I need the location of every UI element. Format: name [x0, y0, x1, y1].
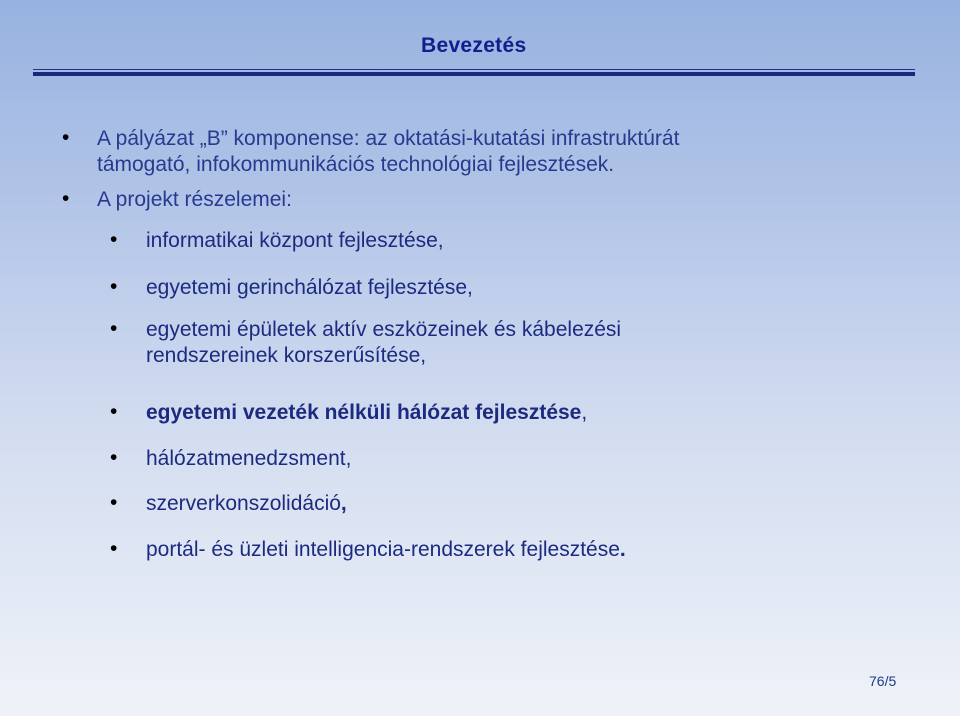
sub-list-item-suffix: .: [619, 538, 626, 561]
sub-list-item-bold: egyetemi vezeték nélküli hálózat fejlesztése: [146, 401, 582, 424]
sub-list-item: egyetemi gerinchálózat fejlesztése,: [146, 276, 473, 299]
list-item: A projekt részelemei:: [97, 188, 292, 211]
sub-list-item-suffix: ,: [340, 492, 347, 515]
bullet-icon: •: [62, 126, 70, 149]
slide-title: Bevezetés: [421, 34, 527, 57]
sub-list-item-text: szerverkonszolidáció: [146, 492, 341, 515]
list-item: [97, 126, 679, 178]
page-number: 76/5: [869, 673, 897, 689]
list-item-line: A pályázat „B” komponense: az oktatási-kutatási infrastruktúrát: [97, 127, 680, 150]
sub-list-item: [146, 317, 621, 369]
sub-list-item: [146, 400, 587, 426]
bullet-icon: •: [110, 317, 118, 340]
sub-list-item-line: rendszereinek korszerűsítése,: [146, 344, 427, 367]
sub-list-item: hálózatmenedzsment,: [146, 447, 352, 470]
bullet-icon: •: [110, 446, 118, 469]
sub-list-item: [146, 537, 626, 563]
sub-list-item-line: egyetemi épületek aktív eszközeinek és kábelezési: [146, 318, 622, 341]
bullet-icon: •: [62, 187, 70, 210]
bullet-icon: •: [110, 275, 118, 298]
sub-list-item-text: portál- és üzleti intelligencia-rendszerek fejlesztése: [146, 538, 620, 561]
list-item-line: támogató, infokommunikációs technológiai fejlesztések.: [97, 153, 615, 176]
bullet-icon: •: [110, 537, 118, 560]
bullet-icon: •: [110, 400, 118, 423]
bullet-icon: •: [110, 228, 118, 251]
sub-list-item: [146, 491, 347, 517]
bullet-icon: •: [110, 491, 118, 514]
sub-list-item: informatikai központ fejlesztése,: [146, 229, 444, 252]
sub-list-item-suffix: ,: [581, 401, 588, 424]
